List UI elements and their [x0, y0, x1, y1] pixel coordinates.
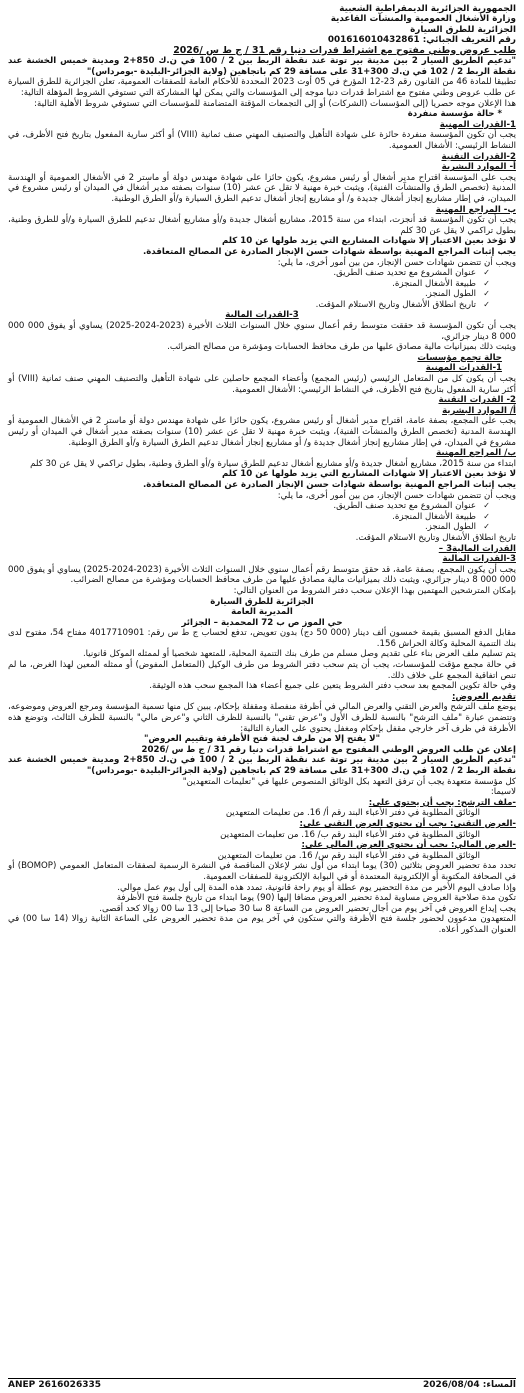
paragraph: تاريخ انطلاق الأشغال وتاريخ الاستلام المؤقت.: [355, 532, 516, 543]
section-heading: حالة تجمع مؤسسات: [417, 352, 502, 363]
footer: [8, 1378, 516, 1391]
paragraph: وفي حالة تكوين المجمع بعد سحب دفتر الشروط يتعين على جميع أعضاء هذا المجمع سحب هذه الوثيقة.: [149, 681, 516, 692]
paragraph: يجب إثبات المراجع المهنية بواسطة شهادات حسن الإنجاز الصادرة عن المصالح المتعاقدة.: [142, 246, 516, 257]
section-heading: 2-القدرات التقنية: [441, 151, 516, 162]
paragraph: إعلان عن طلب العروض الوطني المفتوح مع اشتراط قدرات دنيا رقم 31 / ج ط س /2026: [141, 744, 516, 755]
paragraph: يجب أن تكون المؤسسة منفردة حائزة على شهادة التأهيل والتصنيف المهني صنف ثمانية (VIII) أو أكثر سارية المفعول بتاريخ فتح الأظرف، في النشاط الرئيسي: الأشغال العمومية.: [8, 130, 517, 151]
header-ministry: وزارة الأشغال العمومية والمنشآت القاعدية: [330, 14, 516, 25]
paragraph: "تدعيم الطريق السيار 2 بين مدينة بير توتة عند نقطة الربط بين 2 / 100 في ن.ك 850+2 ومدينة خميس الخشنة عند نقطة الربط 2 / 102 في ن.ك 300+31 على مسافة 29 كم باتجاهين (ولاية الجزائر-البليدة -بومرداس)": [8, 755, 517, 776]
section-heading: 2- القدرات التقنية: [438, 395, 516, 406]
paragraph: المتعهدون مدعوون لحضور جلسة فتح الأظرفة والتي ستكون في آخر يوم من مدة تحضير العروض على الساعة الثانية زوالا (14 سا 00) في العنوان المذكور أعلاه.: [8, 914, 516, 935]
paragraph: يجب إثبات المراجع المهنية بواسطة شهادات حسن الإنجاز الصادرة عن المصالح المتعاقدة.: [142, 479, 516, 490]
section-heading: 3-القدرات المالية: [442, 554, 516, 565]
section-heading: أ/ الموارد البشرية: [442, 405, 516, 416]
paragraph: تحدد مدة تحضير العروض بثلاثين (30) يوما ابتداء من أول نشر لإعلان المناقصة في النشرة الرسمية لصفقات المتعامل العمومي (BOMOP) أو في الصحافة المكتوبة أو الإلكترونية المعتمدة أو في البوابة الإلكترونية للصفقات العمومية.: [8, 861, 516, 882]
paragraph: لاسيما:: [490, 787, 516, 798]
paragraph: كل مؤسسة متعهدة يجب أن ترفق التعهد بكل الوثائق المنصوص عليها في "تعليمات المتعهدين": [182, 776, 516, 787]
section-heading: * حالة مؤسسة منفردة: [407, 109, 502, 120]
paragraph: يجب أن تكون المؤسسة قد حققت متوسط رقم أعمال سنوي خلال السنوات الثلاث الأخيرة (2023-2024-2025) يساوي أو يفوق 000 000 000 8 دينار جزائري،: [8, 321, 517, 342]
address-street: حي الموز ص ب 72 المحمدية – الجزائر: [181, 617, 343, 628]
address-directorate: المديرية العامة: [231, 607, 293, 618]
paragraph: في حالة مجمع مؤقت للمؤسسات، يجب أن يتم سحب دفتر الشروط من طرف الوكيل (المتعامل المفوض) أو ممثله المعين لهذا الغرض، ما لم تنص اتفاقية المجمع على خلاف ذلك.: [8, 660, 516, 681]
paragraph: لا تؤخذ بعين الاعتبار إلا شهادات المشاريع التي يزيد طولها عن 10 كلم: [221, 469, 516, 480]
envelope-label: "لا يفتح إلا من طرف لجنة فتح الأظرفة وتقييم العروض": [143, 734, 381, 745]
anep-reference: ANEP 2616026335: [8, 1380, 101, 1390]
section-heading: تقديم العروض:: [451, 691, 516, 702]
section-heading: أ- الموارد البشرية: [441, 162, 516, 173]
publication-date: المساء: 2026/08/04: [422, 1380, 516, 1390]
section-heading: -العرض التقني: يجب أن يحتوي العرض التقني على:: [299, 818, 516, 829]
list-item: ✓ تاريخ انطلاق الأشغال وتاريخ الاستلام المؤقت.: [8, 300, 516, 311]
list-item: ✓ عنوان المشروع مع تحديد صنف الطريق.: [8, 501, 516, 512]
paragraph: ويجب أن تتضمن شهادات حسن الإنجاز، من بين أمور أخرى، ما يلي:: [277, 257, 516, 268]
paragraph: وإذا صادف اليوم الأخير من مدة التحضير يوم عطلة أو يوم راحة قانونية، تمدد هذه المدة إلى أول يوم عمل موالي.: [117, 882, 516, 893]
section-heading: ب- المراجع المهنية: [435, 204, 516, 215]
paragraph: يوضع ملف الترشح والعرض التقني والعرض المالي في أظرفة منفصلة ومقفلة بإحكام، يبين كل منها تسمية المؤسسة ومرجع العروض وموضوعه، وتتضمن عبارة "ملف الترشح" بالنسبة للظرف الأول و"عرض تقني" بالنسبة للظرف الثاني و"عرض مالي" بالنسبة للظرف الثالث، وتوضع هذه الأظرفة في ظرف آخر خارجي مقفل بإحكام ومغفل يحتوي على العبارة التالية:: [8, 702, 516, 734]
address-company: الجزائرية للطرق السيارة: [210, 596, 314, 607]
paragraph: تكون مدة صلاحية العروض مساوية لمدة تحضير العروض مضافا إليها (90) يوما ابتداء من تاريخ جلسة فتح الأظرفة: [116, 893, 516, 904]
section-heading: -العرض المالي: يجب أن يحتوي العرض المالي على:: [301, 840, 516, 851]
paragraph: ويثبت ذلك بميزانيات مالية مصادق عليها من طرف محافظ الحسابات ومؤشرة من مصالح الضرائب.: [167, 342, 516, 353]
paragraph: ويجب أن تتضمن شهادات حسن الإنجاز، من بين أمور أخرى، ما يلي:: [277, 490, 516, 501]
header-tax-id: رقم التعريف الجبائي: 001616010432861: [327, 35, 516, 46]
section-heading: القدرات المالية3 –: [438, 543, 516, 554]
paragraph: الوثائق المطلوبة في دفتر الأعباء البند رقم س/ 16. من تعليمات المتعهدين: [217, 850, 480, 861]
paragraph: يجب على المجمع، بصفة عامة، اقتراح مدير أشغال أو رئيس مشروع، يكون حائزا على شهادة مهندس دولة أو ماستر 2 في الأشغال العمومية أو الهندسة المدنية (تخصص الطرق والمنشآت الفنية)، ويثبت خبرة مهنية لا تقل عن عشر (10) سنوات بصفته مدير أشغال في الميدان أو رئيس مشروع في الميدان، في إطار مشاريع إنجاز أشغال جديدة و/ أو مشاريع إنجاز أشغال تدعيم الطرق السيارة و/أو الطرق الوطنية.: [8, 416, 516, 448]
announcement: [8, 0, 516, 936]
list-item: ✓ عنوان المشروع مع تحديد صنف الطريق.: [8, 268, 516, 279]
section-heading: 3-القدرات المالية: [225, 310, 299, 321]
section-heading: 1-القدرات المهنية: [439, 119, 516, 130]
paragraph: يجب أن تكون المؤسسة قد أنجزت، ابتداء من سنة 2015، مشاريع أشغال جديدة و/أو مشاريع أشغال تدعيم للطرق السيارة و/أو للطرق وطنية، بطول تراكمي لا يقل عن 30 كلم: [8, 215, 516, 236]
paragraph: يتم تسليم ملف العرض بناء على تقديم وصل مسلم من طرف بنك التنمية المحلية، للمتعهد شخصيا أو لممثله الموكل قانونيا.: [82, 649, 516, 660]
paragraph: بإمكان المترشحين المهتمين بهذا الإعلان سحب دفتر الشروط من العنوان التالي:: [233, 585, 516, 596]
paragraph: هذا الإعلان موجه حصريا (إلى المؤسسات (الشركات) أو إلى التجمعات المؤقتة المتضامنة للمؤسسات التي تستوفي شروط الأهلية التالية:: [34, 98, 516, 109]
list-item: ✓ الطول المنجز.: [8, 522, 516, 533]
paragraph: مقابل الدفع المسبق بقيمة خمسون ألف دينار (000 50 دج) بدون تعويض، تدفع لحساب ج ط س رقم: 4017710901 مفتاح 54، مفتوح لدى بنك التنمية المحلية وكالة الحراش 156.: [8, 628, 516, 649]
paragraph: لا تؤخذ بعين الاعتبار إلا شهادات المشاريع التي يزيد طولها عن 10 كلم: [221, 236, 516, 247]
paragraph: يجب إيداع العروض في آخر يوم من أجال تحضير العروض من الساعة 8 سا 30 صباحا إلى 13 سا 00 زوالا كحد أقصى.: [99, 903, 516, 914]
section-heading: ب/ المراجع المهنية: [436, 448, 516, 459]
list-item: ✓ طبيعة الأشغال المنجزة.: [8, 512, 516, 523]
header-republic: الجمهورية الجزائرية الديمقراطية الشعبية: [339, 4, 516, 14]
section-heading: 1-القدرات المهنية: [425, 363, 502, 374]
section-heading: -ملف الترشح: يجب أن يحتوي على:: [368, 797, 516, 808]
paragraph: يجب أن يكون المجمع، بصفة عامة، قد حقق متوسط رقم أعمال سنوي خلال السنوات الثلاث الأخيرة (2023-2024-2025) يساوي أو يفوق 000 000 000 8 دينار جزائري، ويثبت ذلك بميزانيات مالية مصادق عليها من طرف محافظ الحسابات ومؤشرة من مصالح الضرائب.: [8, 564, 516, 586]
paragraph: الوثائق المطلوبة في دفتر الأعباء البند رقم أ/ 16. من تعليمات المتعهدين: [225, 808, 480, 819]
paragraph: يجب على المؤسسة اقتراح مدير أشغال أو رئيس مشروع، يكون حائزا على شهادة مهندس دولة أو ماستر 2 في الأشغال العمومية أو الهندسة المدنية (تخصص الطرق والمنشآت الفنية)، ويثبت خبرة مهنية لا تقل عن عشر (10) سنوات بصفته مدير أشغال في الميدان أو رئيس مشروع في الميدان، في إطار مشاريع إنجاز أشغال جديدة و/ أو مشاريع إنجاز أشغال تدعيم الطرق السيارة و/أو الطرق الوطنية.: [8, 172, 516, 204]
notice-title: طلب عروض وطني مفتوح مع اشتراط قدرات دنيا رقم 31 / ج ط س /2026: [173, 44, 516, 56]
header-agency: الجزائرية للطرق السيارة: [410, 24, 516, 35]
paragraph: تطبيقا للمادة 46 من القانون رقم 23-12 المؤرخ في 05 أوت 2023 المحددة للأحكام العامة للصفقات العمومية، تعلن الجزائرية للطرق السيارة عن طلب عروض وطني مفتوح مع اشتراط قدرات دنيا موجه إلى المؤسسات والتي يمكن لها المشاركة التي تستوفي الشروط المؤهلة التالية:: [8, 77, 517, 98]
list-item: ✓ الطول المنجز.: [8, 289, 516, 300]
list-item: ✓ طبيعة الأشغال المنجزة.: [8, 279, 516, 290]
project-description: "تدعيم الطريق السيار 2 بين مدينة بير توتة عند نقطة الربط بين 2 / 100 في ن.ك 850+2 ومدينة خميس الخشنة عند نقطة الربط 2 / 102 في ن.ك 300+31 على مسافة 29 كم باتجاهين (ولاية الجزائر-البليدة -بومرداس)": [8, 56, 517, 77]
paragraph: يجب أن يكون كل من المتعامل الرئيسي (رئيس المجمع) وأعضاء المجمع حاصلين على شهادة التأهيل والتصنيف المهني صنف ثمانية (VIII) أو أكثر سارية المفعول بتاريخ فتح الأظرف، في النشاط الرئيسي: الأشغال العمومية.: [8, 374, 516, 395]
paragraph: ابتداء من سنة 2015، مشاريع أشغال جديدة و/أو مشاريع أشغال تدعيم للطرق سيارة و/أو الطرق وطنية، بطول تراكمي لا يقل عن 30 كلم: [30, 458, 516, 469]
paragraph: الوثائق المطلوبة في دفتر الأعباء البند رقم ب/ 16. من تعليمات المتعهدين: [220, 829, 480, 840]
